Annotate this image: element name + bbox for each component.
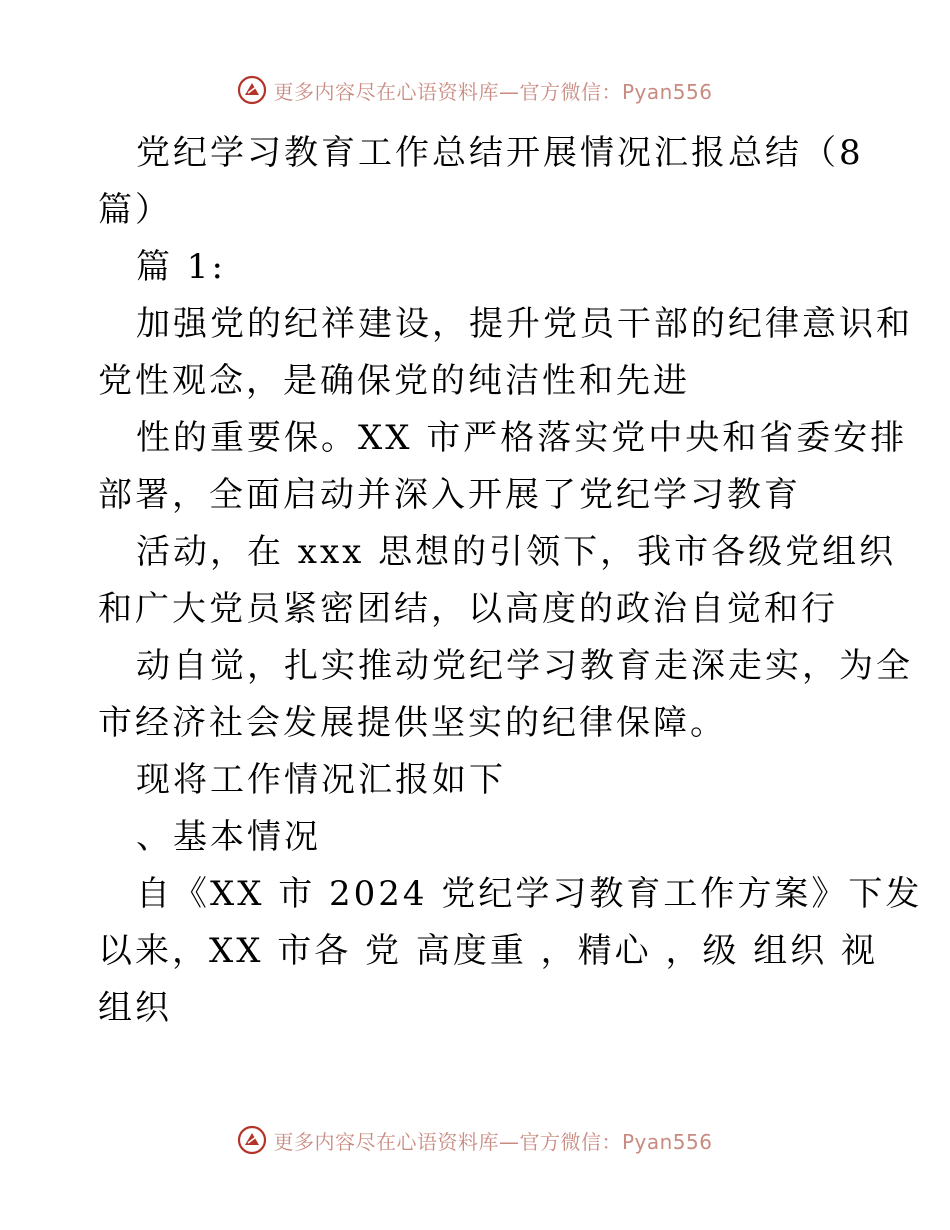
paragraph-line: 性的重要保。XX 市严格落实党中央和省委安排 [136,418,908,458]
brand-logo-icon [237,1125,267,1155]
paragraph-line: 和广大党员紧密团结，以高度的政治自觉和行 [98,589,838,629]
paragraph-line: 组织 [98,988,172,1028]
brand-logo-icon [237,75,267,105]
header-brand-text: 更多内容尽在心语资料库—官方微信：Pyan556 [273,79,713,104]
footer-brand-text: 更多内容尽在心语资料库—官方微信：Pyan556 [273,1129,713,1154]
paragraph-line: 加强党的纪祥建设，提升党员干部的纪律意识和 [136,304,913,344]
paragraph-line: 自《XX 市 2024 党纪学习教育工作方案》下发 [136,874,923,914]
document-body [98,125,923,1037]
page-header [0,70,950,110]
paragraph-line: 活动，在 xxx 思想的引领下，我市各级党组织 [136,532,897,572]
paragraph-line: 党性观念，是确保党的纯洁性和先进 [98,361,690,401]
title-line-2: 篇） [98,190,172,230]
page-footer [0,1120,950,1160]
paragraph-line: 现将工作情况汇报如下 [136,760,506,800]
paragraph-line: 动自觉，扎实推动党纪学习教育走深走实，为全 [136,646,913,686]
section-heading: 、基本情况 [136,817,321,857]
title-line-1: 党纪学习教育工作总结开展情况汇报总结（8 [136,133,864,173]
paragraph-line: 以来，XX 市各 党 高度重 ，精心 ，级 组织 视 [98,931,879,971]
paragraph-line: 部署，全面启动并深入开展了党纪学习教育 [98,475,801,515]
paragraph-line: 市经济社会发展提供坚实的纪律保障。 [98,703,727,743]
section-label: 篇 1: [136,247,226,287]
